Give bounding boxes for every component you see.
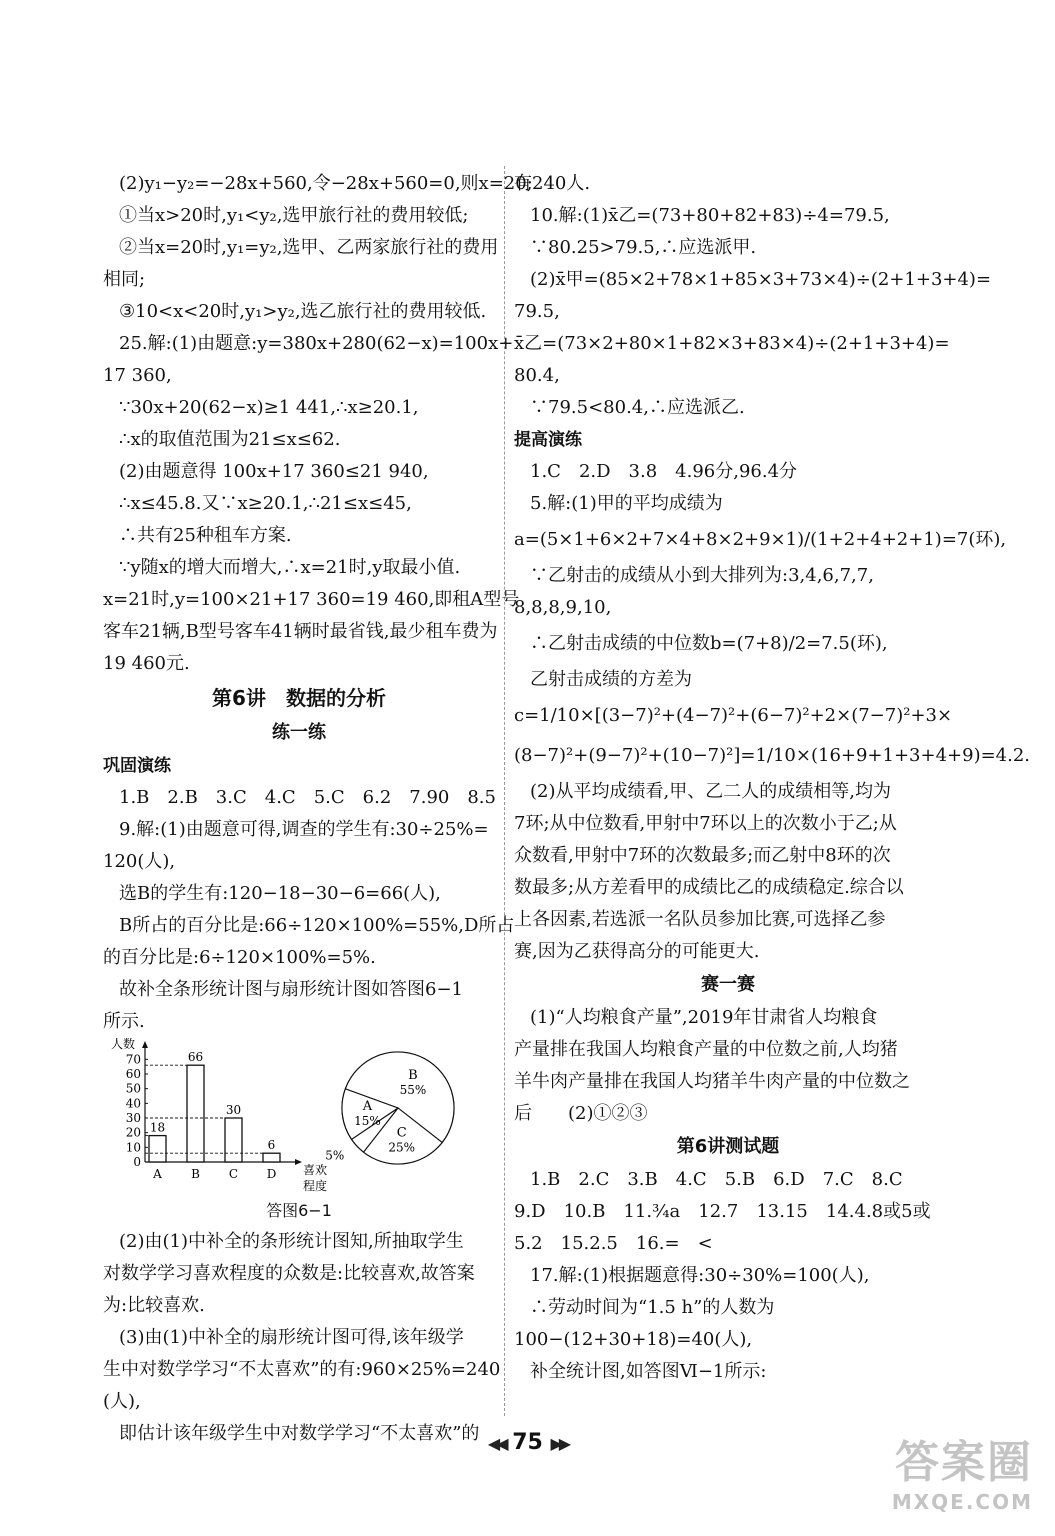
x-tick-label: C xyxy=(228,1167,239,1181)
pie-label: 15% xyxy=(354,1113,381,1128)
y-tick-label: 60 xyxy=(125,1067,141,1081)
text-line: (2)从平均成绩看,甲、乙二人的成绩相等,均为 xyxy=(530,781,891,802)
figure-6-1 xyxy=(103,1038,495,1196)
text-line: 8,8,8,9,10, xyxy=(514,597,612,618)
text-line: 乙射击成绩的方差为 xyxy=(530,669,692,690)
y-tick-label: 70 xyxy=(125,1052,141,1067)
text-line: (2)由题意得 100x+17 360≤21 940, xyxy=(119,461,429,482)
text-line: 为:比较喜欢. xyxy=(103,1295,205,1316)
text-line: x̄乙=(73×2+80×1+82×3+83×4)÷(2+1+3+4)= xyxy=(514,333,950,354)
text-line: ∵30x+20(62−x)≥1 441,∴x≥20.1, xyxy=(119,397,419,418)
test-title: 第6讲测试题 xyxy=(676,1136,780,1157)
x-tick-label: B xyxy=(191,1167,200,1181)
text-line: 有240人. xyxy=(514,173,591,194)
formula-line: a=(5×1+6×2+7×4+8×2+9×1)/(1+2+4+2+1)=7(环), xyxy=(514,529,1007,550)
y-axis-label: 人数 xyxy=(111,1037,136,1051)
contest-title: 赛一赛 xyxy=(701,974,755,995)
text-line: (1)“人均粮食产量”,2019年甘肃省人均粮食 xyxy=(530,1007,878,1028)
text-line: 120(人), xyxy=(103,851,176,872)
text-line: 17 360, xyxy=(103,365,172,386)
y-tick-label: 30 xyxy=(125,1111,141,1125)
y-tick-label: 20 xyxy=(125,1125,141,1140)
lecture-title: 第6讲 数据的分析 xyxy=(212,686,386,710)
pie-label: A xyxy=(362,1098,373,1114)
x-axis-arrow-icon xyxy=(295,1159,302,1165)
text-line: 19 460元. xyxy=(103,653,190,674)
text-line: 故补全条形统计图与扇形统计图如答图6−1 xyxy=(119,979,463,1000)
watermark-url: MXQE.COM xyxy=(891,1490,1033,1514)
text-line: 产量排在我国人均粮食产量的中位数之前,人均猪 xyxy=(514,1039,898,1060)
text-line: 对数学学习喜欢程度的众数是:比较喜欢,故答案 xyxy=(103,1263,475,1284)
statistics-figure xyxy=(103,1038,495,1196)
x-tick-label: D xyxy=(266,1167,277,1181)
text-line: (人), xyxy=(103,1391,141,1412)
bar xyxy=(225,1118,242,1162)
consolidate-title: 巩固演练 xyxy=(103,756,171,776)
answer-line: 5.2 15.2.5 16.= < xyxy=(514,1233,713,1254)
answer-line: 1.C 2.D 3.8 4.96分,96.4分 xyxy=(530,461,798,482)
x-axis-label: 喜欢 xyxy=(303,1163,328,1177)
text-line: x=21时,y=100×21+17 360=19 460,即租A型号 xyxy=(103,589,520,610)
text-line: 后 (2)①②③ xyxy=(514,1103,648,1124)
answer-line: 1.B 2.C 3.B 4.C 5.B 6.D 7.C 8.C xyxy=(530,1169,903,1190)
text-line: 客车21辆,B型号客车41辆时最省钱,最少租车费为 xyxy=(103,621,498,642)
formula-line: ∴乙射击成绩的中位数b=(7+8)/2=7.5(环), xyxy=(530,633,888,654)
right-column xyxy=(514,168,1031,1388)
watermark xyxy=(892,1426,1033,1514)
answer-line: 1.B 2.B 3.C 4.C 5.C 6.2 7.90 8.5 xyxy=(119,787,496,808)
text-line: (2)x̄甲=(85×2+78×1+85×3+73×4)÷(2+1+3+4)= xyxy=(530,269,992,290)
x-axis-label: 程度 xyxy=(303,1179,328,1193)
double-left-arrow-icon: ◀◀ xyxy=(487,1434,505,1453)
text-line: 79.5, xyxy=(514,301,560,322)
text-line: ∵79.5<80.4,∴应选派乙. xyxy=(530,397,745,418)
bar-data-label: 30 xyxy=(225,1103,242,1117)
bar xyxy=(149,1136,166,1162)
text-line: ②当x=20时,y₁=y₂,选甲、乙两家旅行社的费用 xyxy=(119,237,499,258)
text-line: 80.4, xyxy=(514,365,560,386)
text-line: ③10<x<20时,y₁>y₂,选乙旅行社的费用较低. xyxy=(119,301,487,322)
improve-title: 提高演练 xyxy=(514,430,582,450)
figure-caption: 答图6−1 xyxy=(266,1201,332,1220)
text-line: 即估计该年级学生中对数学学习“不太喜欢”的 xyxy=(119,1423,480,1444)
text-line: 赛,因为乙获得高分的可能更大. xyxy=(514,941,760,962)
text-line: 补全统计图,如答图Ⅵ−1所示: xyxy=(530,1361,767,1382)
bar-data-label: 18 xyxy=(149,1120,166,1135)
pie-label: C xyxy=(396,1125,407,1141)
text-line: B所占的百分比是:66÷120×100%=55%,D所占 xyxy=(119,915,515,936)
y-tick-label: 50 xyxy=(125,1081,141,1096)
text-line: ∴x的取值范围为21≤x≤62. xyxy=(119,429,341,450)
y-tick-label: 10 xyxy=(125,1140,141,1155)
text-line: 17.解:(1)根据题意得:30÷30%=100(人), xyxy=(530,1265,870,1286)
text-line: ∴共有25种租车方案. xyxy=(119,525,292,546)
text-line: ∴x≤45.8.又∵x≥20.1,∴21≤x≤45, xyxy=(119,493,412,514)
text-line: 10.解:(1)x̄乙=(73+80+82+83)÷4=79.5, xyxy=(530,205,890,226)
y-axis-arrow-icon xyxy=(142,1041,148,1048)
bar-data-label: 6 xyxy=(267,1138,276,1153)
text-line: ∴劳动时间为“1.5 h”的人数为 xyxy=(530,1297,775,1318)
pie-label: 5% xyxy=(325,1148,345,1163)
text-line: 所示. xyxy=(103,1011,145,1032)
text-line: ∵乙射击的成绩从小到大排列为:3,4,6,7,7, xyxy=(530,565,874,586)
watermark-logo: 答案圈 xyxy=(895,1437,1033,1488)
text-line: 5.解:(1)甲的平均成绩为 xyxy=(530,493,723,514)
text-line: (3)由(1)中补全的扇形统计图可得,该年级学 xyxy=(119,1327,464,1348)
pie-label: 25% xyxy=(388,1140,416,1155)
y-tick-label: 40 xyxy=(125,1096,141,1111)
text-line: 9.解:(1)由题意可得,调查的学生有:30÷25%= xyxy=(119,819,489,840)
bar xyxy=(187,1065,204,1162)
text-line: ∵80.25>79.5,∴应选派甲. xyxy=(530,237,757,258)
practice-title: 练一练 xyxy=(272,722,326,743)
text-line: 100−(12+30+18)=40(人), xyxy=(514,1329,753,1350)
text-line: 7环;从中位数看,甲射中7环以上的次数小于乙;从 xyxy=(514,813,897,834)
text-line: 数最多;从方差看甲的成绩比乙的成绩稳定.综合以 xyxy=(514,877,904,898)
text-line: (2)y₁−y₂=−28x+560,令−28x+560=0,则x=20; xyxy=(119,173,533,194)
formula-line: c=1/10×[(3−7)²+(4−7)²+(6−7)²+2×(7−7)²+3× xyxy=(514,705,953,726)
text-line: 相同; xyxy=(103,269,146,290)
text-line: ∵y随x的增大而增大,∴x=21时,y取最小值. xyxy=(119,557,461,578)
bar-data-label: 66 xyxy=(187,1050,204,1065)
bar xyxy=(263,1153,280,1162)
formula-line: (8−7)²+(9−7)²+(10−7)²]=1/10×(16+9+1+3+4+9)=4.2. xyxy=(514,745,1031,766)
y-tick-label: 0 xyxy=(133,1155,141,1169)
text-line: 众数看,甲射中7环的次数最多;而乙射中8环的次 xyxy=(514,845,891,866)
text-line: 羊牛肉产量排在我国人均猪羊牛肉产量的中位数之 xyxy=(514,1071,910,1092)
text-line: 选B的学生有:120−18−30−6=66(人), xyxy=(119,883,441,904)
pie-label: 55% xyxy=(399,1083,427,1098)
answer-line: 9.D 10.B 11.¾a 12.7 13.15 14.4.8或5或 xyxy=(514,1201,931,1222)
double-right-arrow-icon: ▶▶ xyxy=(550,1434,568,1453)
text-line: 的百分比是:6÷120×100%=5%. xyxy=(103,947,376,968)
text-line: 上各因素,若选派一名队员参加比赛,可选择乙参 xyxy=(514,909,886,930)
text-line: (2)由(1)中补全的条形统计图知,所抽取学生 xyxy=(119,1231,464,1252)
text-line: ①当x>20时,y₁<y₂,选甲旅行社的费用较低; xyxy=(119,205,469,226)
text-line: 生中对数学学习“不太喜欢”的有:960×25%=240 xyxy=(103,1359,501,1380)
x-tick-label: A xyxy=(153,1167,162,1181)
page-number: 75 xyxy=(512,1430,543,1455)
text-line: 25.解:(1)由题意:y=380x+280(62−x)=100x+ xyxy=(119,333,514,354)
pie-label: B xyxy=(408,1068,418,1084)
